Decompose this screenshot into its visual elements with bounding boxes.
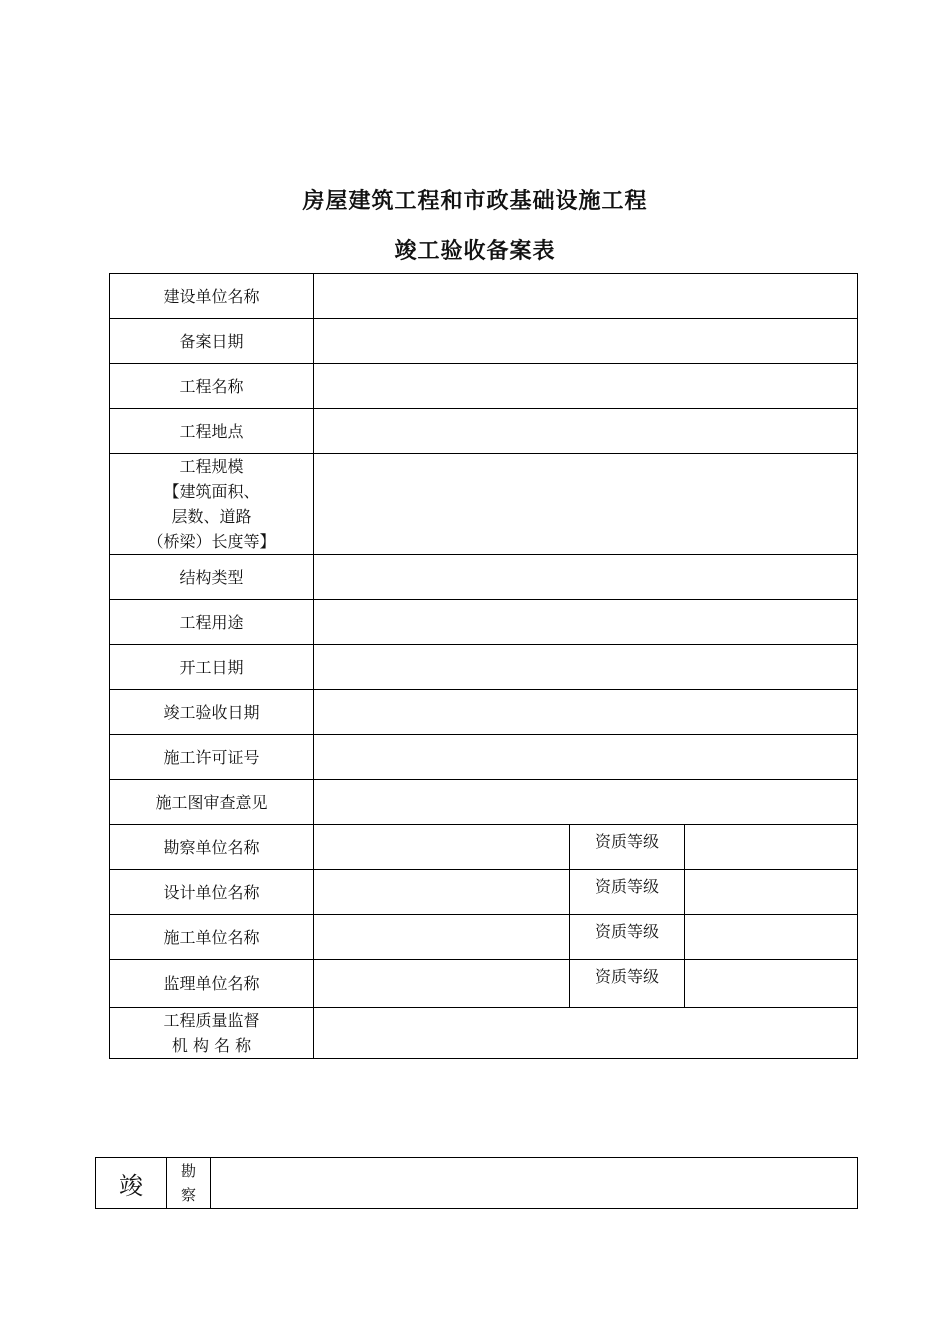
field-value-cell[interactable]	[314, 780, 858, 825]
table-row	[110, 454, 858, 555]
table-row	[110, 600, 858, 645]
field-label: 工程地点	[110, 409, 314, 454]
field-label-supervision-agency: 工程质量监督 机 构 名 称	[110, 1008, 314, 1059]
document-title-line1: 房屋建筑工程和市政基础设施工程	[302, 189, 648, 214]
field-value-cell[interactable]	[314, 409, 858, 454]
qualification-label: 资质等级	[570, 870, 685, 915]
field-value-cell[interactable]	[314, 1008, 858, 1059]
table-row	[110, 555, 858, 600]
field-label: 施工图审查意见	[110, 780, 314, 825]
table-row	[110, 870, 858, 915]
field-label: 开工日期	[110, 645, 314, 690]
table-row	[110, 364, 858, 409]
field-value-cell[interactable]	[314, 274, 858, 319]
field-value-cell[interactable]	[314, 825, 570, 870]
opinion-value-cell[interactable]	[211, 1158, 858, 1209]
field-value-cell[interactable]	[314, 600, 858, 645]
table-row	[110, 825, 858, 870]
field-value-cell[interactable]	[314, 870, 570, 915]
qualification-label: 资质等级	[570, 960, 685, 1008]
field-label: 施工许可证号	[110, 735, 314, 780]
field-value-cell[interactable]	[314, 454, 858, 555]
qualification-value-cell[interactable]	[685, 825, 858, 870]
filing-form-table	[109, 273, 858, 1059]
field-label: 备案日期	[110, 319, 314, 364]
document-title-line2: 竣工验收备案表	[394, 239, 556, 264]
field-label: 设计单位名称	[110, 870, 314, 915]
table-row	[110, 735, 858, 780]
field-label-project-scale: 工程规模 【建筑面积、 层数、道路 （桥梁）长度等】	[110, 454, 314, 555]
acceptance-opinion-table	[95, 1157, 858, 1209]
field-value-cell[interactable]	[314, 319, 858, 364]
table-row	[110, 690, 858, 735]
table-row	[110, 915, 858, 960]
field-value-cell[interactable]	[314, 364, 858, 409]
field-value-cell[interactable]	[314, 960, 570, 1008]
field-value-cell[interactable]	[314, 645, 858, 690]
field-label: 建设单位名称	[110, 274, 314, 319]
table-row	[110, 645, 858, 690]
field-value-cell[interactable]	[314, 690, 858, 735]
field-label: 竣工验收日期	[110, 690, 314, 735]
field-value-cell[interactable]	[314, 735, 858, 780]
field-label: 施工单位名称	[110, 915, 314, 960]
survey-label: 勘 察	[167, 1158, 211, 1209]
field-value-cell[interactable]	[314, 555, 858, 600]
table-row	[110, 780, 858, 825]
field-label: 结构类型	[110, 555, 314, 600]
qualification-label: 资质等级	[570, 825, 685, 870]
field-label: 工程用途	[110, 600, 314, 645]
table-row	[110, 409, 858, 454]
field-label: 监理单位名称	[110, 960, 314, 1008]
table-row	[110, 274, 858, 319]
qualification-value-cell[interactable]	[685, 960, 858, 1008]
qualification-value-cell[interactable]	[685, 915, 858, 960]
table-row	[110, 319, 858, 364]
table-row	[110, 960, 858, 1008]
section-heading-char: 竣	[96, 1158, 167, 1209]
qualification-label: 资质等级	[570, 915, 685, 960]
table-row	[110, 1008, 858, 1059]
qualification-value-cell[interactable]	[685, 870, 858, 915]
field-label: 工程名称	[110, 364, 314, 409]
field-value-cell[interactable]	[314, 915, 570, 960]
field-label: 勘察单位名称	[110, 825, 314, 870]
table-row	[96, 1158, 858, 1209]
